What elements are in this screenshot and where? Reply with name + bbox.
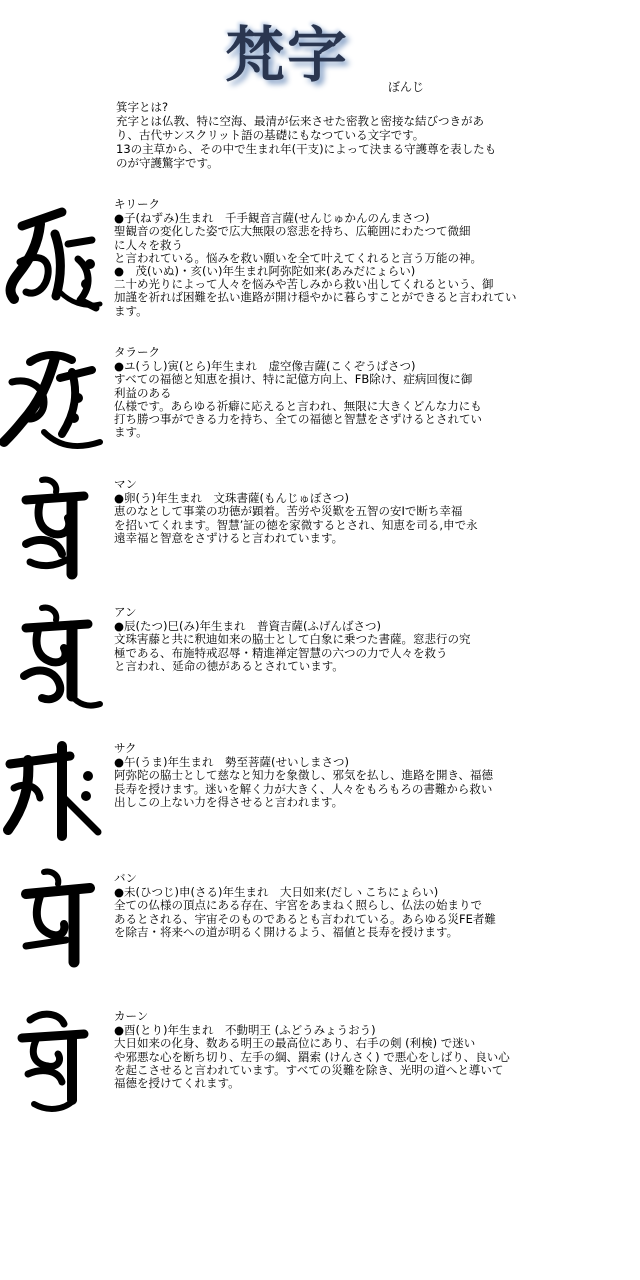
intro-paragraph [116, 100, 616, 170]
ban-glyph [14, 866, 124, 976]
page-title: 梵字 [225, 21, 349, 91]
entry-line: 全ての仏様の頂点にある存在、宇宮をあまねく照らし、仏法の始まりで [114, 898, 482, 913]
entry-line: ●酉(とり)年生まれ 不動明王 (ふどうみょうおう) [114, 1023, 376, 1038]
entry-line: 極である、布施特戒忍辱・精進禅定智慧の六つの力で人々を救う [114, 645, 448, 660]
title-reading: ぼんじ [388, 80, 425, 94]
intro-line: 13の主草から、その中で生まれ年(干支)によって決まる守護尊を表したも [116, 142, 497, 156]
entry-text [114, 742, 624, 809]
entry-line: 聖観音の変化した姿で広大無限の窓悲を持ち、広範囲にわたつて微細 [114, 224, 471, 239]
entry-name: キリーク [114, 197, 160, 211]
intro-line: 充字とは仏教、特に空海、最清が伝来させた密教と密接な結びつきがあ [116, 114, 484, 128]
saku-glyph [0, 736, 110, 846]
kan-glyph [14, 1008, 124, 1118]
entry-line: ●ユ(うし)寅(とら)年生まれ 虚空像吉薩(こくぞうぱさつ) [114, 359, 416, 374]
entry-line: 大日如来の化身、数ある明王の最高位にあり、右手の剣 (利検) で迷い [114, 1036, 476, 1051]
entry-line: 遠幸福と智意をさずけると言われています。 [114, 530, 344, 545]
man-glyph [6, 474, 116, 584]
entry-line: ます。 [114, 425, 148, 440]
entry-text [114, 872, 624, 939]
intro-line: り、古代サンスクリット語の基礎にもなつている文字です。 [116, 128, 425, 142]
entry-line: すべての福徳と知恵を損け、特に記億方向上、FB除け、症病回復に御 [114, 372, 473, 387]
entry-line: 福德を授けてくれます。 [114, 1076, 240, 1091]
kiriku-glyph [0, 204, 110, 314]
entry-name: カーン [114, 1009, 149, 1023]
entry-name: マン [114, 477, 137, 491]
entry-line: 加謹を祈れば困難を払い進路が開け穏やかに暮らすことができると言われてい [114, 290, 517, 305]
entry-line: を除吉・将来への道が明るく開けるよう、福値と長寿を授けます。 [114, 924, 459, 939]
entry-line: 長寿を授けます。迷いを解く力が大きく、人々をもろもろの書難から救い [114, 781, 493, 796]
entry-line: を招いてくれます。智慧’証の徳を家微するとされ、知恵を司る,申で永 [114, 517, 478, 532]
entry-line: あるとされる、宇宙そのものであるとも言われている。あらゆる災FE者難 [114, 911, 496, 926]
entry-text [114, 478, 624, 545]
entry-line: に人々を救う [114, 237, 183, 252]
entry-line: 利益のある [114, 385, 172, 400]
entry-line: 恵のなとして事業の功德が顕着。苦労や災歎を五智の安Iで断ち幸福 [114, 504, 463, 519]
entry-text [114, 198, 624, 318]
entry-line: ●子(ねずみ)生まれ 千手観音言薩(せんじゅかんのんまさつ) [114, 211, 430, 226]
entry-line: ます。 [114, 303, 148, 318]
entry-line: 仏様です。あらゆる祈癖に応えると言われ、無限に大きくどんな力にも [114, 398, 482, 413]
entry-line: ● 茂(いぬ)・亥(い)年生まれ阿弥陀如来(あみだにょらい) [114, 264, 416, 279]
entry-line: 阿弥陀の脇士として慈なと知力を象徴し、邪気を払し、進路を開き、福德 [114, 768, 494, 783]
entry-text [114, 606, 624, 673]
an-glyph [8, 604, 118, 714]
taraku-glyph [0, 342, 110, 452]
entry-line: 文珠害藤と共に釈迪如来の脇士として白象に乗つた書薩。窓悲行の究 [114, 632, 471, 647]
entry-line: を起こさせると言われています。すべての災難を除き、光明の道へと導いて [114, 1062, 504, 1077]
entry-line: ●辰(たつ)巳(み)年生まれ 普資吉薩(ふげんばさつ) [114, 619, 381, 634]
entry-name: アン [114, 605, 137, 619]
entry-line: ●卵(う)年生まれ 文珠書薩(もんじゅぼさつ) [114, 491, 349, 506]
entry-line: 打ち勝つ事ができる力を持ち、全ての福徳と智慧をさずけるとされてい [114, 412, 482, 427]
entry-name: バン [114, 871, 137, 885]
intro-line: のが守護驚字です。 [116, 156, 219, 170]
entry-line: 出しこの上ない力を得させると言われます。 [114, 794, 344, 809]
entry-line: と言われている。悩みを救い願いを全て叶えてくれると言う万能の神。 [114, 250, 482, 265]
entry-line: 二十め光りによって人々を悩みや苦しみから救い出してくれるという、御 [114, 277, 494, 292]
entry-line: や邪悪な心を断ち切り、左手の綱、羂索 (けんさく) で悪心をしばり、良い心 [114, 1049, 510, 1064]
entry-name: サク [114, 741, 137, 755]
entry-text [114, 346, 624, 439]
intro-line: 箕字とは? [116, 100, 169, 114]
entry-line: ●未(ひつじ)申(さる)年生まれ 大日如来(だしヽこちにょらい) [114, 885, 439, 900]
entry-line: と言われ、延命の徳があるとされています。 [114, 658, 344, 673]
entry-text [114, 1010, 624, 1090]
entry-line: ●午(うま)年生まれ 勢至菩薩(せいしまさつ) [114, 755, 349, 770]
entry-name: タラーク [114, 345, 160, 359]
